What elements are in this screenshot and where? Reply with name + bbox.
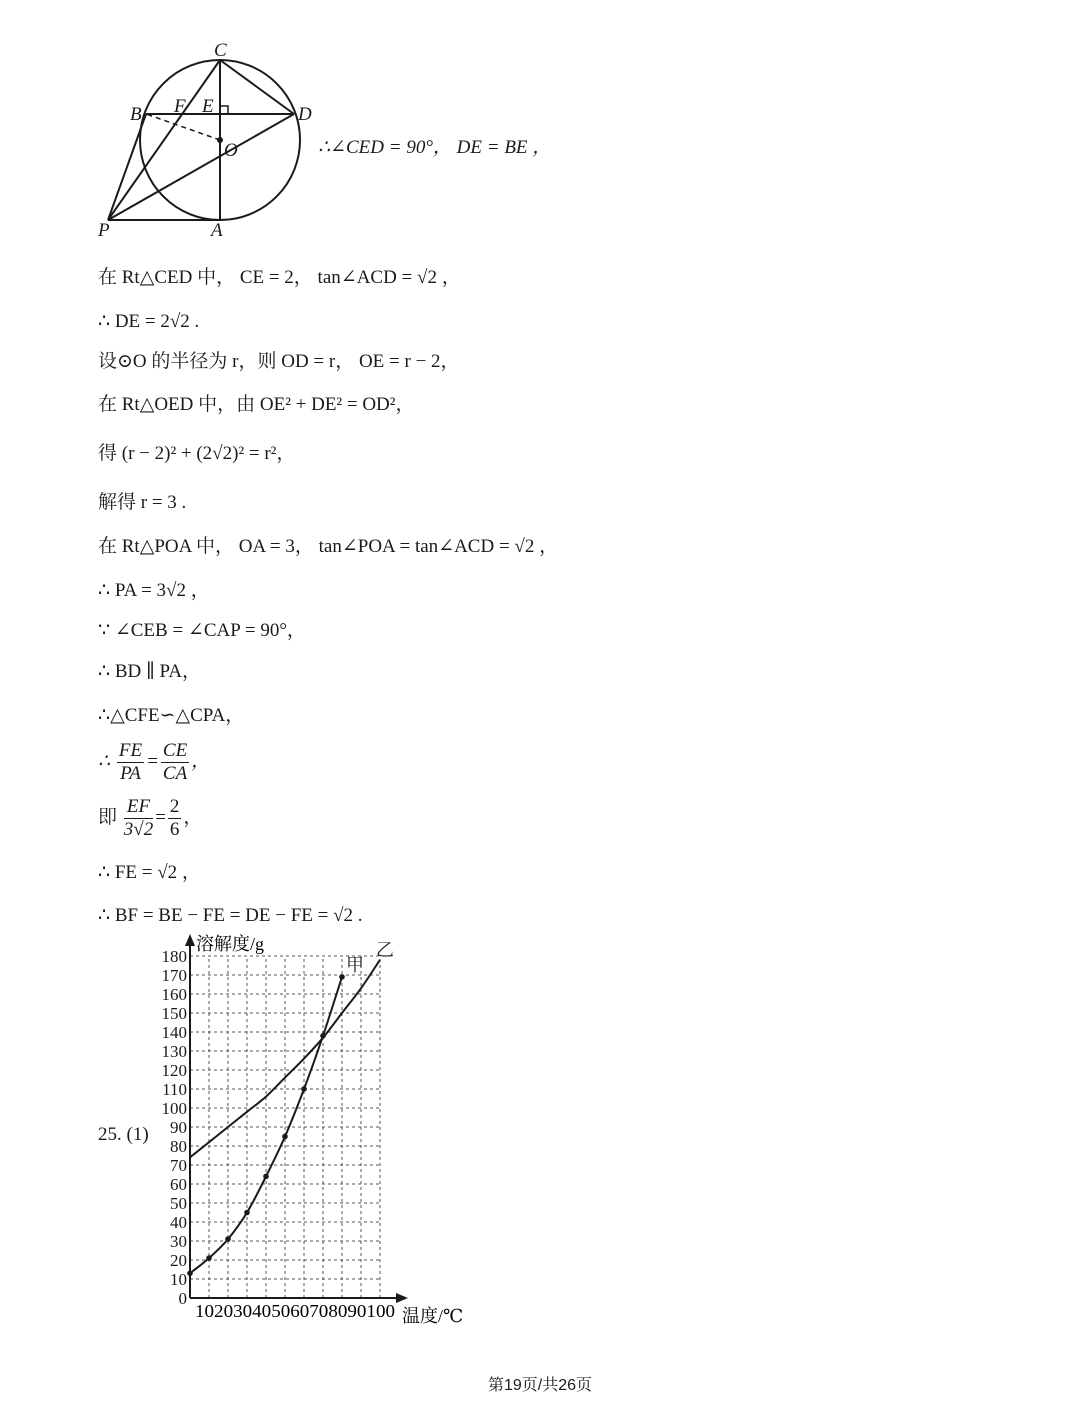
frac2-den1: 3√2 xyxy=(123,819,154,840)
chart-x-tick-labels: 102030405060708090100 xyxy=(195,1301,395,1321)
frac1-right xyxy=(161,740,189,785)
y-axis-arrow xyxy=(185,934,195,946)
label-e: E xyxy=(202,96,214,117)
fraction-line-1 xyxy=(98,740,210,785)
frac2-suffix: ， xyxy=(183,806,203,828)
y-tick-label: 60 xyxy=(170,1175,187,1194)
y-tick-label: 40 xyxy=(170,1213,187,1232)
solution-line-12: ∴ FE = √2 ， xyxy=(98,862,201,883)
x-axis-arrow xyxy=(396,1293,408,1303)
solution-line-6: 解得 r = 3 . xyxy=(98,492,187,513)
y-tick-label: 160 xyxy=(161,985,187,1004)
y-tick-label: 150 xyxy=(161,1004,187,1023)
solution-line-3: 设⊙O 的半径为 r，则 OD = r， OE = r − 2， xyxy=(98,351,460,372)
y-tick-label: 130 xyxy=(161,1042,187,1061)
segment-bp xyxy=(108,114,146,220)
y-tick-label: 180 xyxy=(161,947,187,966)
data-point-jia xyxy=(225,1236,231,1242)
solution-line-11: ∴△CFE∽△CPA， xyxy=(98,705,245,726)
question-label: 25. (1) xyxy=(98,1124,149,1145)
series-label-yi: 乙 xyxy=(376,939,394,960)
frac1-den2: CA xyxy=(162,763,188,784)
label-c: C xyxy=(214,40,227,61)
solution-line-10: ∴ BD ∥ PA， xyxy=(98,661,202,682)
y-tick-label: 30 xyxy=(170,1232,187,1251)
y-tick-label: 90 xyxy=(170,1118,187,1137)
fraction-line-2 xyxy=(98,796,202,841)
y-tick-label: 120 xyxy=(161,1061,187,1080)
label-a: A xyxy=(211,220,223,241)
label-f: F xyxy=(174,96,186,117)
y-tick-label: 140 xyxy=(161,1023,187,1042)
frac2-left xyxy=(124,796,153,841)
frac1-num1: FE xyxy=(118,740,143,761)
data-point-jia xyxy=(301,1086,307,1092)
data-point-jia xyxy=(263,1174,269,1180)
solution-line-9: ∵ ∠CEB = ∠CAP = 90°， xyxy=(98,620,306,641)
geometry-side-text: ∴∠CED = 90°， DE = BE ， xyxy=(318,137,552,158)
frac2-num1: EF xyxy=(124,796,153,819)
solution-line-2: ∴ DE = 2√2 . xyxy=(98,311,200,332)
frac2-eq: = xyxy=(155,806,166,828)
data-point-jia xyxy=(282,1134,288,1140)
page-footer: 第19页/共26页 xyxy=(487,1377,593,1394)
chart-x-label: 温度/℃ xyxy=(402,1306,464,1326)
solution-line-13: ∴ BF = BE − FE = DE − FE = √2 . xyxy=(98,905,363,926)
y-tick-label: 50 xyxy=(170,1194,187,1213)
y-tick-label: 80 xyxy=(170,1137,187,1156)
frac1-prefix: ∴ xyxy=(98,750,111,772)
solution-line-7: 在 Rt△POA 中， OA = 3， tan∠POA = tan∠ACD = √2 ， xyxy=(98,536,559,557)
label-d: D xyxy=(298,104,312,125)
data-point-jia xyxy=(187,1271,193,1277)
label-p: P xyxy=(98,220,110,241)
chart-series xyxy=(187,940,394,1276)
chart-ticks xyxy=(162,947,188,1308)
segment-pd xyxy=(108,114,294,220)
frac1-left xyxy=(117,740,144,785)
solution-line-1: 在 Rt△CED 中， CE = 2， tan∠ACD = √2 ， xyxy=(98,267,461,288)
chart-grid xyxy=(190,956,380,1298)
frac2-right xyxy=(168,796,182,841)
data-point-jia xyxy=(206,1255,212,1261)
right-angle-mark xyxy=(220,106,228,114)
center-point xyxy=(217,137,223,143)
chart-y-label: 溶解度/g xyxy=(196,934,265,954)
y-tick-label: 0 xyxy=(178,1289,187,1308)
segment-ob-dashed xyxy=(146,114,220,140)
label-b: B xyxy=(130,104,142,125)
frac2-den2: 6 xyxy=(169,819,180,840)
frac2-prefix: 即 xyxy=(98,806,118,828)
y-tick-label: 170 xyxy=(161,966,187,985)
series-label-jia: 甲 xyxy=(346,954,364,975)
frac1-suffix: ， xyxy=(191,750,211,772)
frac2-num2: 2 xyxy=(169,796,180,817)
data-point-jia xyxy=(244,1210,250,1216)
geometry-figure xyxy=(90,40,330,245)
y-tick-label: 20 xyxy=(170,1251,187,1270)
y-tick-label: 110 xyxy=(162,1080,187,1099)
y-tick-label: 70 xyxy=(170,1156,187,1175)
frac1-eq: = xyxy=(146,750,159,772)
frac1-den1: PA xyxy=(120,763,141,784)
frac1-num2: CE xyxy=(162,740,188,761)
chart-axes xyxy=(185,934,408,1303)
solution-line-5: 得 (r − 2)² + (2√2)² = r²， xyxy=(98,443,296,464)
y-tick-label: 10 xyxy=(170,1270,187,1289)
y-tick-label: 100 xyxy=(161,1099,187,1118)
solution-line-4: 在 Rt△OED 中，由 OE² + DE² = OD²， xyxy=(98,394,415,415)
solubility-chart xyxy=(150,930,490,1335)
label-o: O xyxy=(224,140,238,161)
data-point-jia xyxy=(339,974,345,980)
solution-line-8: ∴ PA = 3√2 ， xyxy=(98,580,210,601)
